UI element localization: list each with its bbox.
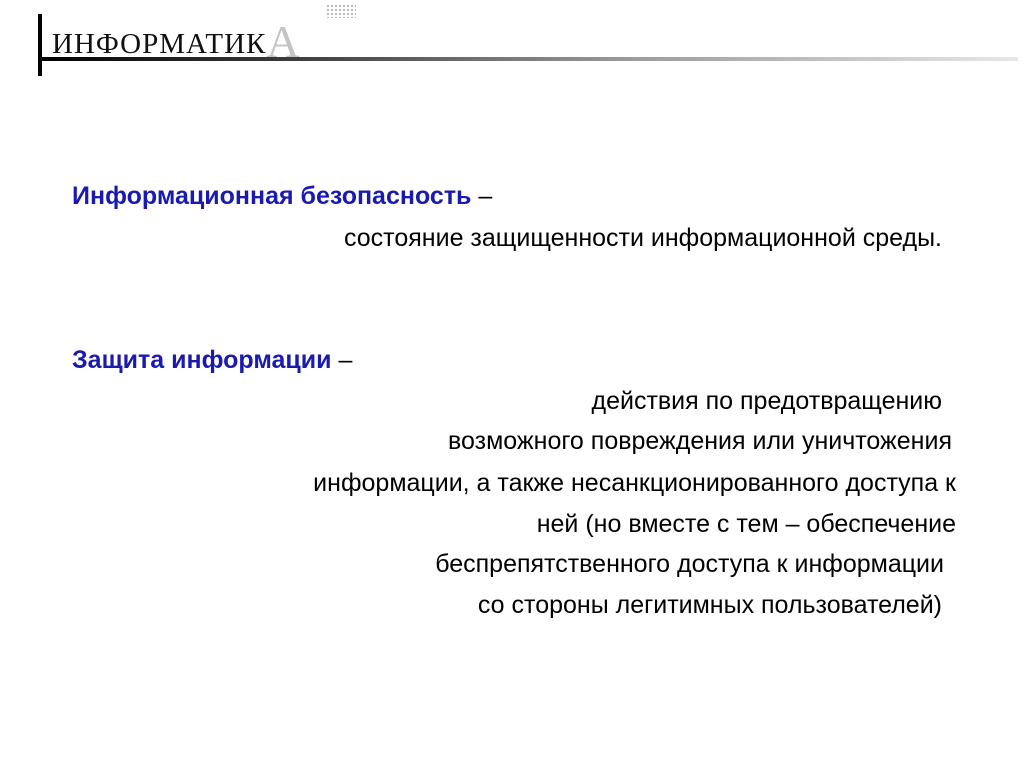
definition-text-line: информации, а также несанкционированного доступа к	[313, 469, 956, 497]
definition-text-line: возможного повреждения или уничтожения	[448, 427, 952, 455]
logo-dot-pattern	[326, 4, 356, 18]
definition-term-2	[72, 344, 352, 376]
term-dash: –	[331, 346, 353, 374]
logo-word: ИНФОРМАТИК	[52, 28, 267, 60]
logo-vertical-line	[38, 14, 42, 76]
header-logo	[30, 0, 1020, 80]
logo-accent-letter: А	[266, 16, 300, 67]
logo-text	[52, 16, 300, 67]
term-dash: –	[471, 182, 493, 210]
term-keyword: Защита информации	[72, 346, 332, 374]
term-keyword: Информационная безопасность	[72, 182, 472, 210]
definition-text-line: действия по предотвращению	[591, 387, 942, 415]
definition-text-line: беспрепятственного доступа к информации	[435, 550, 944, 578]
definition-text-line: ней (но вместе с тем – обеспечение	[536, 510, 956, 538]
definition-term-1	[72, 180, 492, 212]
definition-text-line: со стороны легитимных пользователей)	[477, 591, 942, 619]
definition-text-line: состояние защищенности информационной среды.	[344, 224, 942, 252]
